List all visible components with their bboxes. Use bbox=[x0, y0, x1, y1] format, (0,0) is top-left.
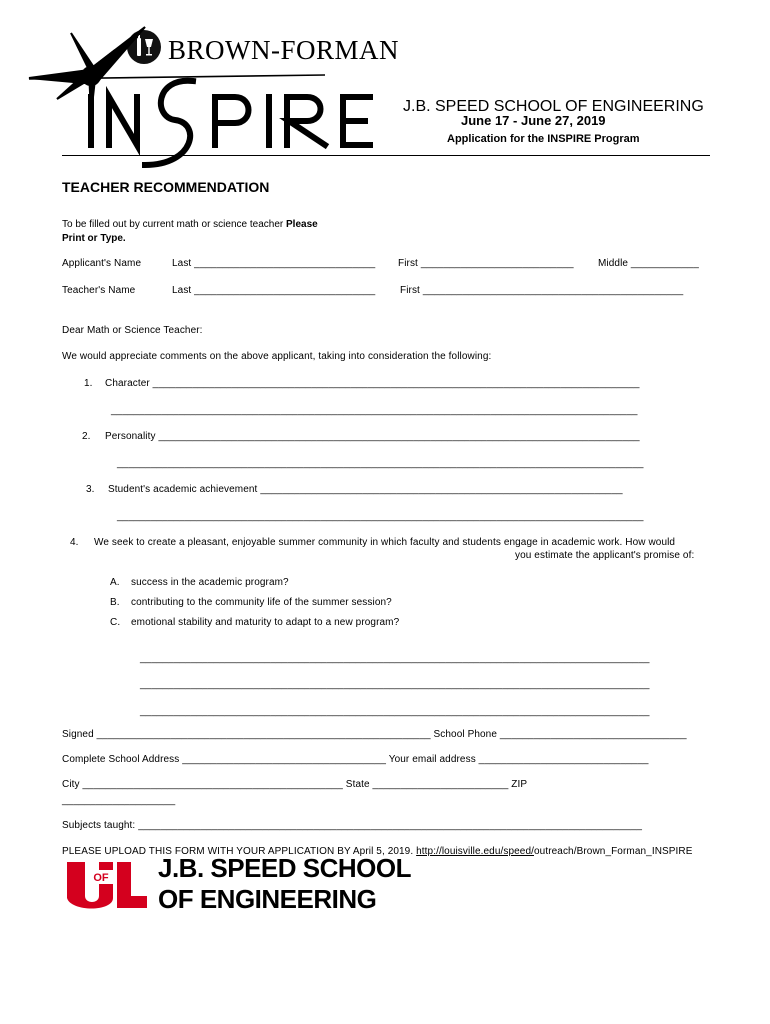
item-number: 4. bbox=[70, 537, 79, 548]
academic-achievement-line[interactable]: _____________________________________________________________________________________________ bbox=[117, 511, 644, 522]
instructions-print: Print or Type. bbox=[62, 233, 126, 244]
subjects-taught-field[interactable]: Subjects taught: _________________________________________________________________________________________ bbox=[62, 820, 643, 831]
teacher-first-field[interactable]: First ______________________________________________ bbox=[400, 285, 684, 296]
instructions bbox=[62, 219, 318, 230]
upload-link-tail: outreach/Brown_Forman_INSPIRE bbox=[534, 846, 693, 857]
program-subtitle: Application for the INSPIRE Program bbox=[447, 133, 640, 145]
sub-item-c: emotional stability and maturity to adapt to a new program? bbox=[131, 617, 400, 628]
applicant-first-field[interactable]: First ___________________________ bbox=[398, 258, 574, 269]
sub-letter: A. bbox=[110, 577, 120, 588]
personality-line[interactable]: _____________________________________________________________________________________________ bbox=[117, 458, 644, 469]
question-4-text-cont: you estimate the applicant's promise of: bbox=[515, 550, 695, 561]
svg-text:OF: OF bbox=[93, 872, 109, 884]
applicant-middle-field[interactable]: Middle ____________ bbox=[598, 258, 699, 269]
character-line[interactable]: _____________________________________________________________________________________________ bbox=[111, 405, 638, 416]
school-name: J.B. SPEED SCHOOL OF ENGINEERING bbox=[403, 98, 704, 115]
answer-line[interactable]: __________________________________________________________________________________________ bbox=[140, 653, 650, 664]
instructions-please: Please bbox=[286, 219, 318, 230]
answer-line[interactable]: __________________________________________________________________________________________ bbox=[140, 706, 650, 717]
uofl-logo bbox=[65, 860, 149, 912]
sub-letter: B. bbox=[110, 597, 120, 608]
program-dates: June 17 - June 27, 2019 bbox=[461, 113, 606, 128]
applicant-last-field[interactable]: Last ________________________________ bbox=[172, 258, 376, 269]
signed-phone-row[interactable]: Signed ___________________________________________________________ School Phone _________________________________ bbox=[62, 729, 687, 740]
intro-text: We would appreciate comments on the above applicant, taking into consideration the following: bbox=[62, 351, 492, 362]
instructions-text: To be filled out by current math or science teacher bbox=[62, 219, 287, 230]
header-rule bbox=[62, 155, 710, 156]
teacher-last-field[interactable]: Last ________________________________ bbox=[172, 285, 376, 296]
footer-school-line2: OF ENGINEERING bbox=[158, 884, 377, 914]
question-4-text: We seek to create a pleasant, enjoyable summer community in which faculty and students engage in academic work. How would bbox=[94, 537, 676, 548]
sub-item-b: contributing to the community life of the summer session? bbox=[131, 597, 392, 608]
address-email-row[interactable]: Complete School Address ____________________________________ Your email address ______________________________ bbox=[62, 754, 649, 765]
sub-item-a: success in the academic program? bbox=[131, 577, 289, 588]
sub-letter: C. bbox=[110, 617, 121, 628]
applicant-name-label: Applicant's Name bbox=[62, 258, 142, 269]
city-state-zip-row[interactable]: City ______________________________________________ State ________________________ ZIP bbox=[62, 779, 528, 790]
answer-line[interactable]: __________________________________________________________________________________________ bbox=[140, 679, 650, 690]
salutation: Dear Math or Science Teacher: bbox=[62, 325, 203, 336]
upload-text: PLEASE UPLOAD THIS FORM WITH YOUR APPLICATION BY April 5, 2019. bbox=[62, 846, 414, 857]
item-number: 1. bbox=[84, 378, 93, 389]
character-field[interactable]: Character ______________________________________________________________________________________ bbox=[105, 378, 640, 389]
item-number: 3. bbox=[86, 484, 95, 495]
inspire-logo bbox=[25, 25, 385, 170]
company-name: BROWN-FORMAN bbox=[168, 35, 400, 65]
zip-line[interactable]: ____________________ bbox=[62, 795, 176, 806]
academic-achievement-field[interactable]: Student's academic achievement ________________________________________________________________ bbox=[108, 484, 623, 495]
item-number: 2. bbox=[82, 431, 91, 442]
footer-school-line1: J.B. SPEED SCHOOL bbox=[158, 853, 411, 883]
personality-field[interactable]: Personality _____________________________________________________________________________________ bbox=[105, 431, 640, 442]
form-title: TEACHER RECOMMENDATION bbox=[62, 179, 270, 195]
upload-link[interactable]: http://louisville.edu/speed/ bbox=[416, 846, 534, 857]
teacher-name-label: Teacher's Name bbox=[62, 285, 136, 296]
